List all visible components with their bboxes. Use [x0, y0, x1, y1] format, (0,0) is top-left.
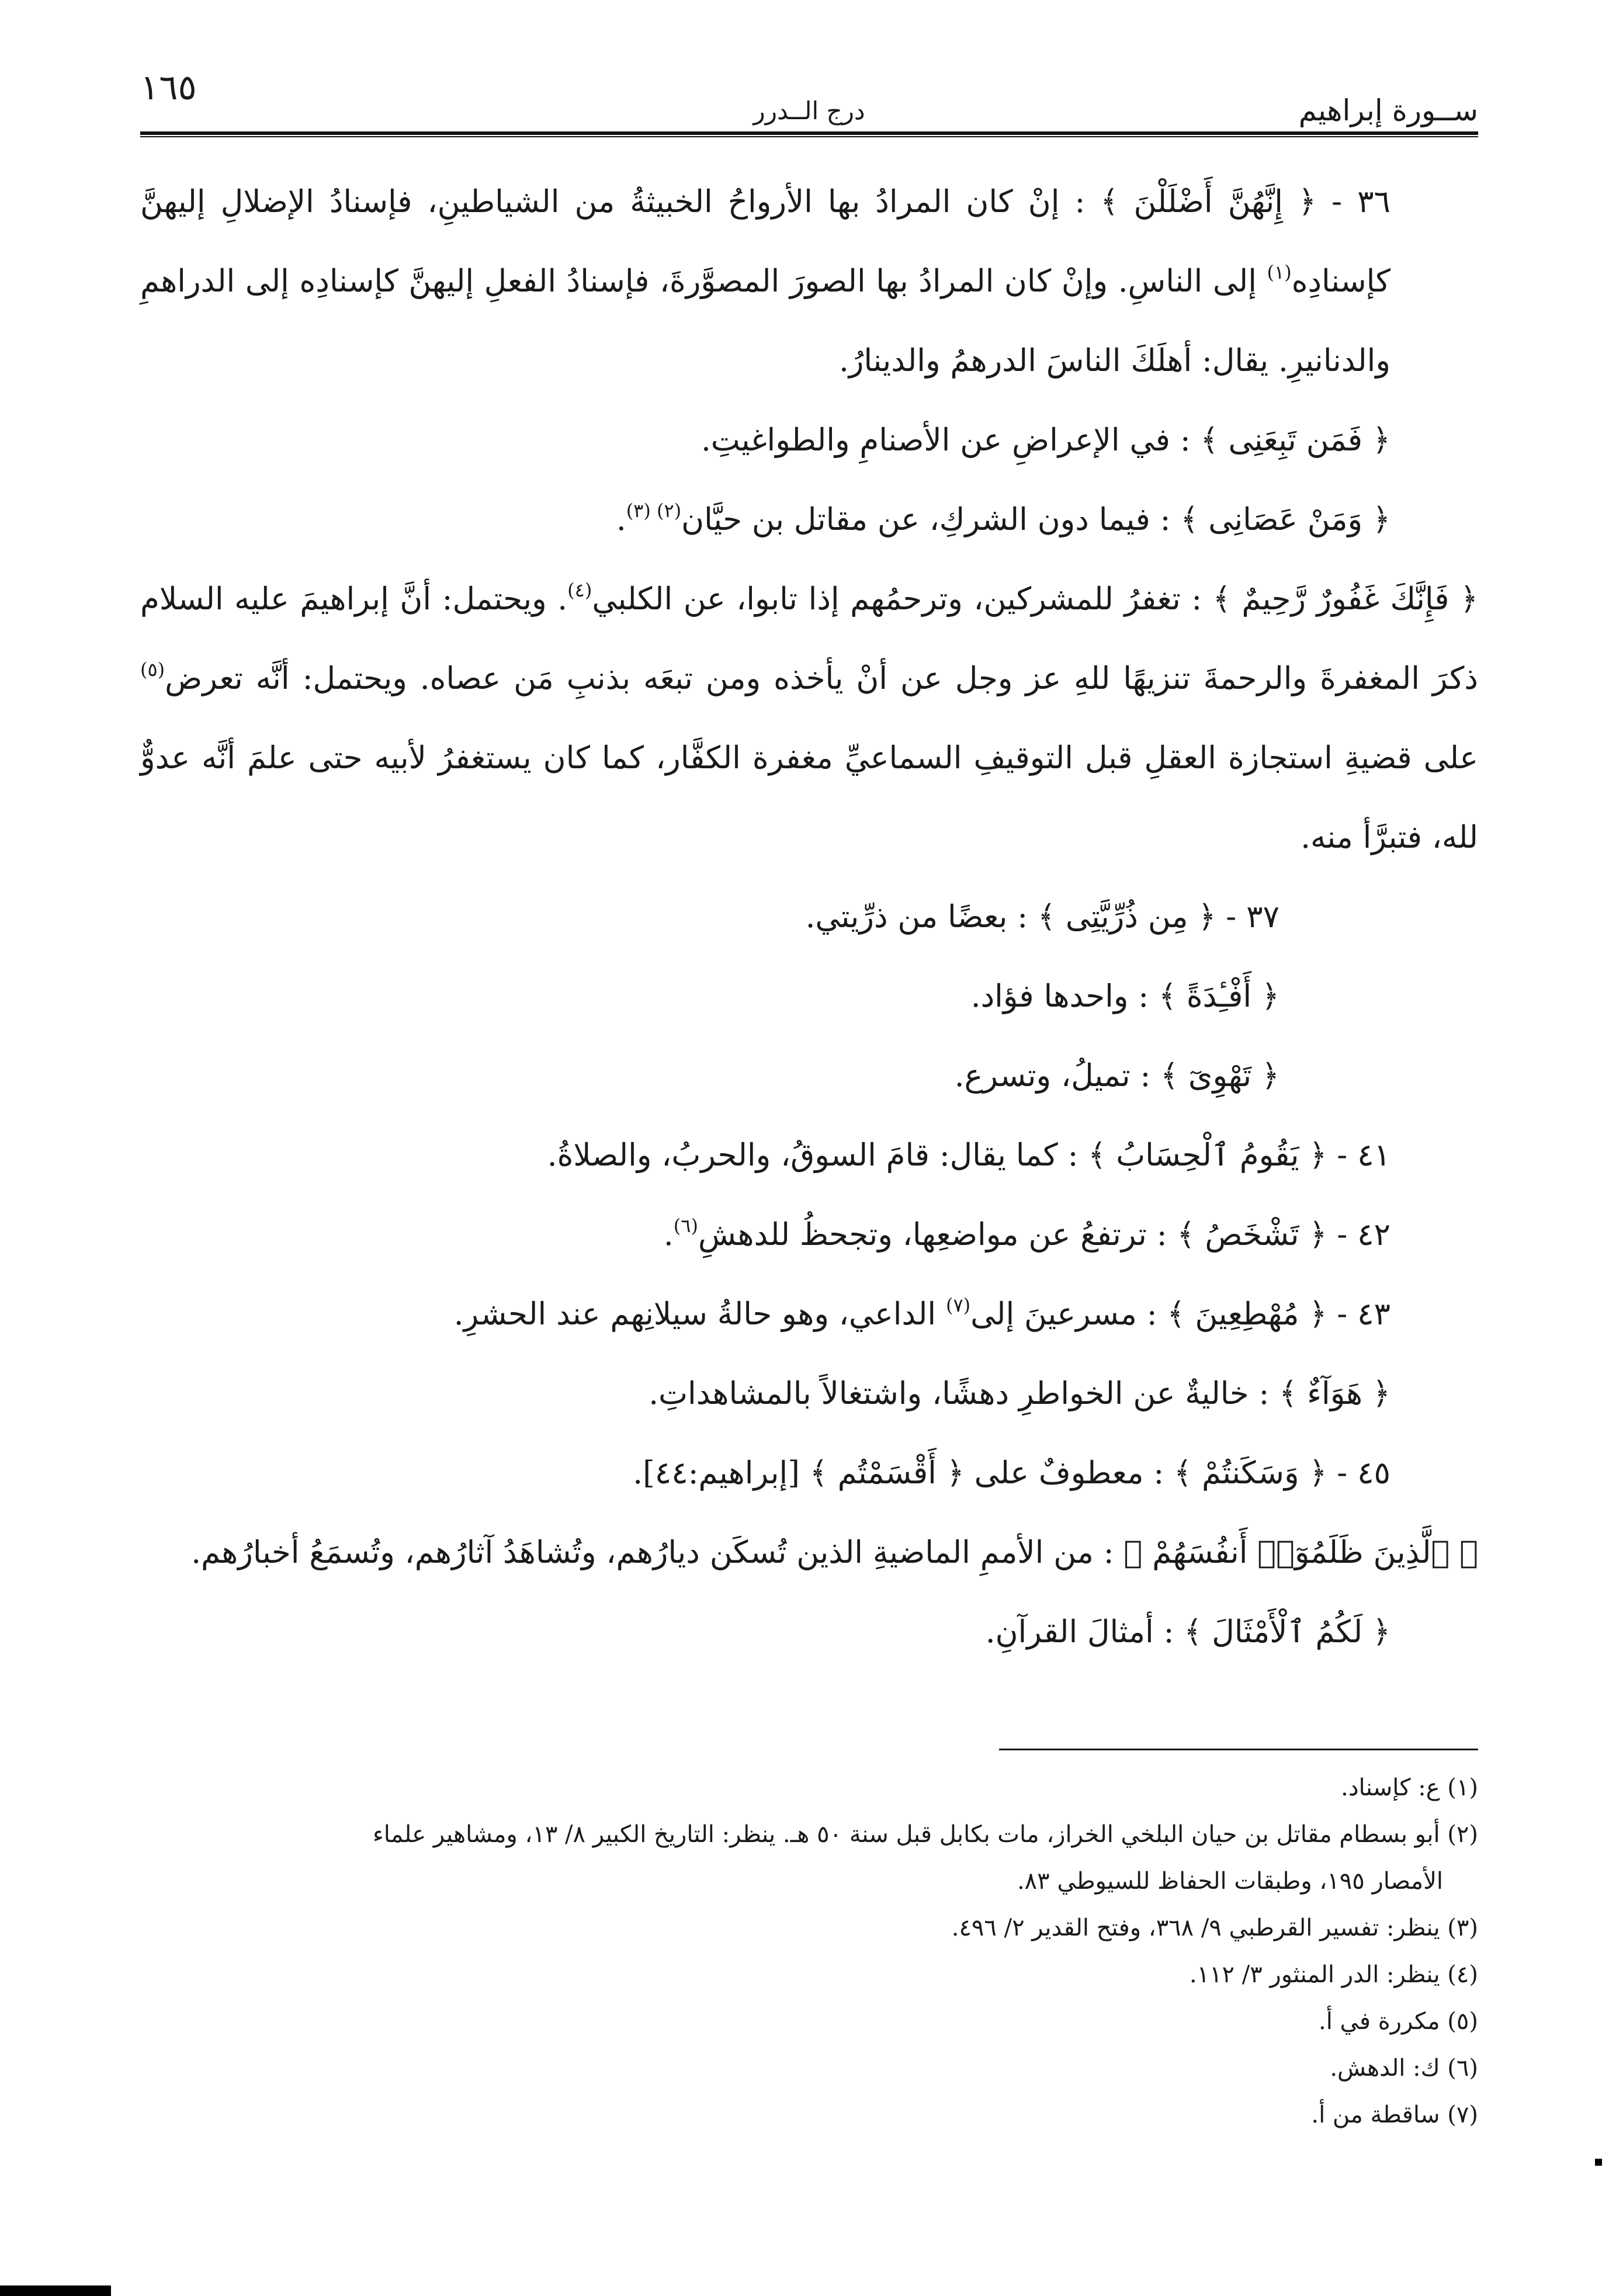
commentary-paragraph: ﴿ هَوَآءٌ ﴾ : خاليةٌ عن الخواطرِ دهشًا، واشتغالاً بالمشاهداتِ.: [649, 1376, 1390, 1411]
verse-43-commentary: ٤٣ - ﴿ مُهْطِعِينَ ﴾ : مسرعينَ إلى$^{(٧)}$ الداعي، وهو حالةُ سيلانِهم عند الحشرِ.: [453, 1294, 1390, 1332]
footnote-ref-5[interactable]: (٥): [140, 658, 165, 681]
running-header: [140, 67, 1478, 131]
footnotes: [140, 1764, 1478, 2138]
verse-45-commentary: ٤٥ - ﴿ وَسَكَنتُمْ ﴾ : معطوفٌ على ﴿ أَقْسَمْتُم ﴾ [إبراهيم:٤٤].: [633, 1455, 1390, 1491]
header-divider: [140, 131, 1478, 137]
footnote-3: (٣) ينظر: تفسير القرطبي ٩/ ٣٦٨، وفتح القدير ٢/ ٤٩٦.: [951, 1915, 1478, 1941]
footnote-7: (٧) ساقطة من أ.: [1311, 2101, 1478, 2128]
scan-mark: [1595, 2159, 1602, 2166]
verse-42-commentary: ٤٢ - ﴿ تَشْخَصُ ﴾ : ترتفعُ عن مواضعِها، وتجحظُ للدهشِ$^{(٦)}$.: [663, 1215, 1390, 1253]
footnote-2: (٢) أبو بسطام مقاتل بن حيان البلخي الخراز، مات بكابل قبل سنة ٥٠ هـ. ينظر: التاريخ الكبير ٨/ ١٣، ومشاهير علماء الأمصار ١٩٥، وطبقات الحفاظ للسيوطي ٨٣.: [372, 1821, 1478, 1895]
scan-edge-mark: [0, 2285, 111, 2296]
surah-title: ســورة إبراهيم: [1298, 93, 1478, 127]
footnote-ref-7[interactable]: (٧): [945, 1294, 971, 1316]
commentary-paragraph: ﴿ تَهْوِىٓ ﴾ : تميلُ، وتسرع.: [954, 1058, 1279, 1094]
footnote-4: (٤) ينظر: الدر المنثور ٣/ ١١٢.: [1189, 1961, 1478, 1988]
commentary-paragraph: ﴿ فَإِنَّكَ غَفُورٌ رَّحِيمٌ ﴾ : تغفرُ للمشركين، وترحمُهم إذا تابوا، عن الكلبي$^{(٤)}$. ويحتمل: أنَّ إبراهيمَ عليه السلام ذكرَ المغفرةَ والرحمةَ تنزيهًا للهِ عز وجل عن أنْ يأخذه ومن تبعَه بذنبِ مَن عصاه. ويحتمل: أنَّه تعرض$^{(٥)}$ على قضيةِ استجازة العقلِ قبل التوقيفِ السماعيِّ مغفرة الكفَّار، كما كان يستغفرُ لأبيه حتى علمَ أنَّه عدوٌّ لله، فتبرَّأ منه.: [140, 579, 1478, 855]
footnote-divider: [999, 1749, 1478, 1750]
footnote-ref-1[interactable]: (١): [1267, 261, 1292, 283]
footnote-5: (٥) مكررة في أ.: [1319, 2008, 1478, 2035]
commentary-paragraph: ﴿ وَمَنْ عَصَانِى ﴾ : فيما دون الشركِ، عن مقاتل بن حيَّان$^{(٢) (٣)}$.: [616, 500, 1390, 537]
commentary-paragraph: ﴿ ٱلَّذِينَ ظَلَمُوٓا۟ أَنفُسَهُمْ ﴾ : من الأممِ الماضيةِ الذين تُسكَن ديارُهم، وتُشاهَدُ آثارُهم، وتُسمَعُ أخبارُهم.: [191, 1535, 1478, 1570]
verse-41-commentary: ٤١ - ﴿ يَقُومُ ٱلْحِسَابُ ﴾ : كما يقال: قامَ السوقُ، والحربُ، والصلاةُ.: [547, 1137, 1390, 1173]
footnote-ref-4[interactable]: (٤): [567, 579, 592, 601]
verse-36-commentary: ٣٦ - ﴿ إِنَّهُنَّ أَضْلَلْنَ ﴾ : إنْ كان المرادُ بها الأرواحُ الخبيثةُ من الشياطينِ، فإسنادُ الإضلالِ إليهنَّ كإسنادِه$^{(١)}$ إلى الناسِ. وإنْ كان المرادُ بها الصورَ المصوَّرةَ، فإسنادُ الفعلِ إليهنَّ كإسنادِه إلى الدراهمِ والدنانيرِ. يقال: أهلَكَ الناسَ الدرهمُ والدينارُ.: [140, 184, 1390, 379]
footnote-ref-2-3[interactable]: (٢) (٣): [626, 500, 682, 522]
footnote-1: (١) ع: كإسناد.: [1340, 1774, 1478, 1801]
book-title: درج الــدرر: [753, 96, 865, 125]
footnote-ref-6[interactable]: (٦): [673, 1215, 698, 1237]
commentary-paragraph: ﴿ لَكُمُ ٱلْأَمْثَالَ ﴾ : أمثالَ القرآنِ.: [985, 1614, 1390, 1650]
commentary-paragraph: ﴿ فَمَن تَبِعَنِى ﴾ : في الإعراضِ عن الأصنامِ والطواغيتِ.: [701, 422, 1390, 458]
commentary-paragraph: ﴿ أَفْـِٔدَةً ﴾ : واحدها فؤاد.: [970, 979, 1279, 1014]
page-number: ١٦٥: [140, 67, 197, 108]
main-text: [140, 162, 1478, 1672]
footnote-6: (٦) ك: الدهش.: [1330, 2055, 1478, 2082]
verse-37-commentary: ٣٧ - ﴿ مِن ذُرِّيَّتِى ﴾ : بعضًا من ذرِّيتي.: [805, 899, 1279, 935]
